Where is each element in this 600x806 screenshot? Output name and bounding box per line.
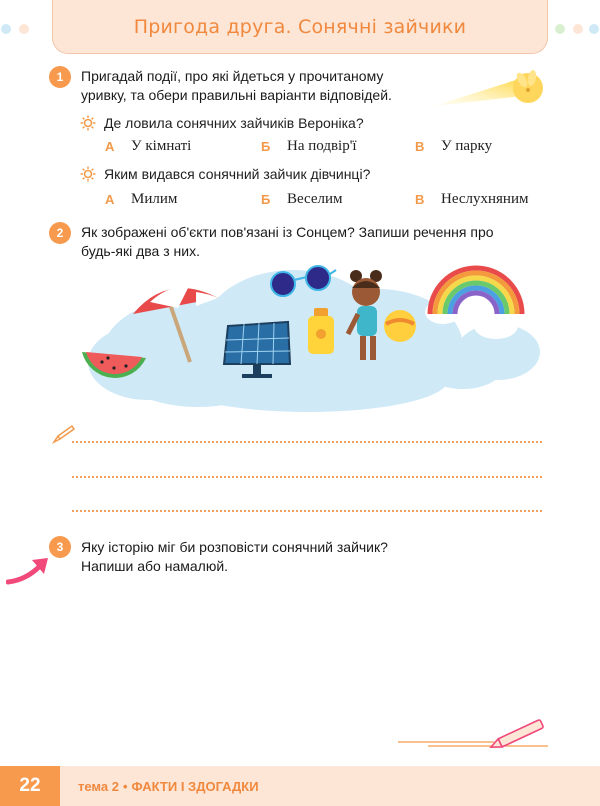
answer-line-1[interactable] bbox=[72, 441, 542, 443]
footer-section: ФАКТИ І ЗДОГАДКИ bbox=[131, 778, 259, 794]
task-1-number: 1 bbox=[49, 66, 71, 88]
q1-option-a-letter[interactable]: А bbox=[105, 139, 115, 154]
q2-option-b-text[interactable]: Веселим bbox=[287, 191, 343, 207]
question-1-text: Де ловила сонячних зайчиків Вероніка? bbox=[104, 115, 364, 131]
task-2-text-line2: будь-які два з них. bbox=[81, 243, 200, 259]
pencil-drawing-decoration bbox=[398, 718, 558, 750]
sun-objects-illustration bbox=[78, 262, 546, 412]
task-3-text-line2: Напиши або намалюй. bbox=[81, 558, 229, 574]
task-3-text-line1: Яку історію міг би розповісти сонячний зайчик? bbox=[81, 539, 388, 555]
footer-theme: тема 2 bbox=[78, 778, 119, 794]
footer-theme-band bbox=[60, 766, 600, 806]
page-title: Пригода друга. Сонячні зайчики bbox=[133, 15, 467, 38]
task-2-text-line1: Як зображені об'єкти пов'язані із Сонцем? Запиши речення про bbox=[81, 224, 494, 240]
sun-bullet-icon bbox=[80, 166, 96, 182]
q1-option-c-text[interactable]: У парку bbox=[441, 138, 493, 154]
q2-option-a-text[interactable]: Милим bbox=[131, 191, 178, 207]
task-3-number: 3 bbox=[49, 536, 71, 558]
q2-option-c-letter[interactable]: В bbox=[415, 192, 425, 207]
footer-bullet: • bbox=[122, 778, 128, 794]
q2-option-b-letter[interactable]: Б bbox=[261, 192, 271, 207]
q2-option-c-text[interactable]: Неслухняним bbox=[441, 191, 529, 207]
page-footer bbox=[0, 766, 600, 806]
answer-line-3[interactable] bbox=[72, 510, 542, 512]
task-1-text-line2: уривку, та обери правильні варіанти відповідей. bbox=[81, 87, 392, 103]
sunbeam-bunny-illustration bbox=[430, 66, 555, 116]
answer-line-2[interactable] bbox=[72, 476, 542, 478]
task-1-text-line1: Пригадай події, про які йдеться у прочитаному bbox=[81, 68, 384, 84]
q1-option-a-text[interactable]: У кімнаті bbox=[131, 138, 192, 154]
q1-option-b-letter[interactable]: Б bbox=[261, 139, 271, 154]
sun-bullet-icon bbox=[80, 115, 96, 131]
q2-option-a-letter[interactable]: А bbox=[105, 192, 115, 207]
q1-option-c-letter[interactable]: В bbox=[415, 139, 425, 154]
page-number: 22 bbox=[0, 766, 60, 806]
rainbow-icon bbox=[430, 268, 522, 314]
header-tab bbox=[52, 0, 548, 54]
question-2-text: Яким видався сонячний зайчик дівчинці? bbox=[104, 166, 371, 182]
arrow-pointer-icon bbox=[6, 556, 50, 586]
q1-option-b-text[interactable]: На подвір'ї bbox=[287, 138, 357, 154]
task-2-number: 2 bbox=[49, 222, 71, 244]
